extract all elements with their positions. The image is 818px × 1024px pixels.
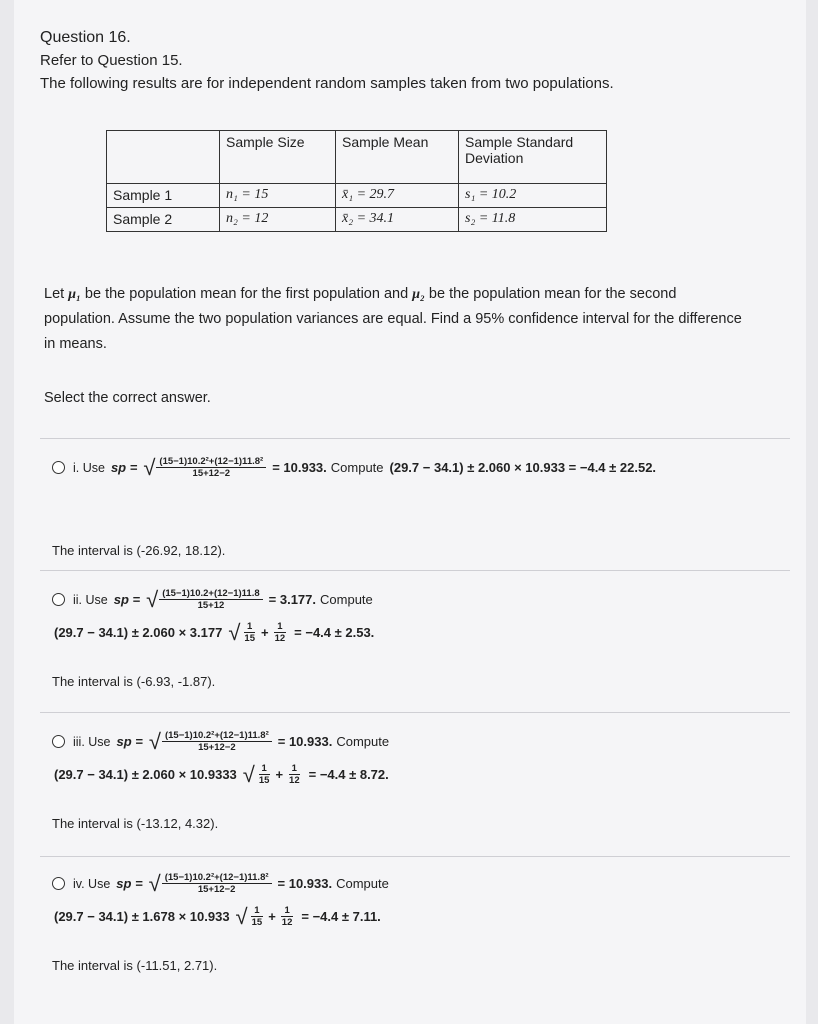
ci-expression-post: = −4.4 ± 7.11.: [301, 909, 381, 924]
sqrt-expression: [243, 763, 303, 786]
fraction: [162, 872, 272, 895]
radio-button-iv[interactable]: [52, 877, 65, 890]
sample-sd: s₂ = 11.8: [459, 208, 607, 232]
radio-button-ii[interactable]: [52, 593, 65, 606]
question-description: [44, 282, 744, 357]
radio-button-iii[interactable]: [52, 735, 65, 748]
frac-numerator: 1: [274, 621, 285, 633]
sp-result: = 10.933.: [277, 876, 333, 891]
question-intro: The following results are for independent random samples taken from two populations.: [40, 75, 614, 92]
mu2-symbol: μ₂: [412, 287, 425, 302]
fraction: [156, 456, 266, 479]
select-instruction: Select the correct answer.: [44, 390, 211, 406]
sqrt-expression: [236, 905, 296, 928]
sp-result: = 10.933.: [272, 460, 327, 475]
table-header-row: [107, 131, 607, 184]
divider: [40, 712, 790, 713]
sqrt-expression: [228, 621, 288, 644]
sqrt-icon: √: [228, 619, 241, 645]
frac-numerator: 1: [244, 621, 255, 633]
sp-symbol: sp =: [113, 592, 141, 607]
plus-sign: +: [260, 625, 269, 640]
frac-denominator: 15+12: [197, 600, 225, 611]
table-header-size: Sample Size: [220, 131, 336, 184]
desc-part1: be the population mean for the first population and: [84, 286, 409, 302]
frac-denominator: 12: [281, 917, 293, 928]
compute-label: Compute: [336, 734, 390, 749]
frac-numerator: 1: [259, 763, 270, 775]
ci-expression-pre: (29.7 − 34.1) ± 2.060 × 10.9333: [54, 767, 237, 782]
ci-expression-post: = −4.4 ± 2.53.: [294, 625, 375, 640]
frac-denominator: 15+12−2: [197, 884, 236, 895]
sample-mean: x̄₂ = 34.1: [336, 208, 459, 232]
option-label: iv. Use: [73, 876, 111, 891]
frac-numerator: 1: [251, 905, 262, 917]
question-page: [14, 0, 806, 1024]
sqrt-expression: [146, 588, 263, 611]
table-row: [107, 208, 607, 232]
fraction: [159, 588, 262, 611]
compute-label: Compute: [336, 876, 389, 891]
compute-label: Compute: [330, 460, 384, 475]
frac-numerator: (15−1)10.2²+(12−1)11.8²: [162, 730, 272, 742]
desc-let: Let: [44, 286, 65, 302]
table-row: [107, 184, 607, 208]
interval-text: The interval is (-11.51, 2.71).: [52, 958, 218, 973]
frac-denominator: 15+12−2: [192, 468, 231, 479]
sp-result: = 10.933.: [277, 734, 333, 749]
question-title: Question 16.: [40, 29, 131, 46]
fraction: [272, 621, 289, 644]
question-header: [40, 26, 614, 95]
answer-option-i[interactable]: [52, 456, 782, 558]
sample-size: n₁ = 15: [220, 184, 336, 208]
ci-expression-post: = −4.4 ± 8.72.: [308, 767, 389, 782]
frac-denominator: 12: [289, 775, 300, 786]
sqrt-icon: √: [235, 903, 248, 929]
sp-symbol: sp =: [116, 734, 143, 749]
desc-part2: be the population mean for the second population. Assume the two population variances are equal. Find a 95% confidence interval for the difference in means.: [44, 286, 742, 352]
ci-expression-pre: (29.7 − 34.1) ± 1.678 × 10.933: [54, 909, 230, 924]
question-reference: Refer to Question 15.: [40, 52, 183, 69]
frac-numerator: (15−1)10.2+(12−1)11.8: [159, 588, 262, 600]
divider: [40, 570, 790, 571]
compute-label: Compute: [320, 592, 373, 607]
divider: [40, 856, 790, 857]
frac-numerator: (15−1)10.2²+(12−1)11.8²: [162, 872, 272, 884]
answer-option-ii[interactable]: [52, 588, 782, 689]
radio-button-i[interactable]: [52, 461, 65, 474]
option-label: i. Use: [73, 460, 105, 475]
plus-sign: +: [268, 909, 276, 924]
answer-option-iii[interactable]: [52, 730, 782, 831]
frac-denominator: 15+12−2: [198, 742, 236, 753]
sqrt-icon: √: [242, 761, 255, 787]
divider: [40, 438, 790, 439]
mu1-symbol: μ₁: [68, 287, 81, 302]
fraction: [241, 621, 258, 644]
row-label: Sample 1: [107, 184, 220, 208]
samples-table: [106, 130, 607, 232]
sqrt-icon: √: [146, 586, 159, 612]
sp-result: = 3.177.: [268, 592, 317, 607]
frac-denominator: 12: [274, 633, 286, 644]
frac-denominator: 15: [251, 917, 263, 928]
interval-text: The interval is (-6.93, -1.87).: [52, 674, 216, 689]
row-label: Sample 2: [107, 208, 220, 232]
sqrt-expression: [149, 872, 272, 895]
plus-sign: +: [275, 767, 284, 782]
fraction: [162, 730, 272, 753]
sqrt-expression: [149, 730, 272, 753]
table-header-mean: Sample Mean: [336, 131, 459, 184]
ci-expression-pre: (29.7 − 34.1) ± 2.060 × 3.177: [54, 625, 223, 640]
interval-text: The interval is (-13.12, 4.32).: [52, 816, 219, 831]
sqrt-expression: [143, 456, 266, 479]
frac-numerator: (15−1)10.2²+(12−1)11.8²: [156, 456, 266, 468]
sqrt-icon: √: [148, 728, 161, 754]
sqrt-icon: √: [143, 454, 156, 480]
frac-numerator: 1: [281, 905, 292, 917]
fraction: [249, 905, 266, 928]
option-label: ii. Use: [73, 592, 108, 607]
frac-denominator: 15: [258, 775, 270, 786]
frac-numerator: 1: [289, 763, 300, 775]
fraction: [256, 763, 273, 786]
frac-denominator: 15: [244, 633, 255, 644]
sp-symbol: sp =: [116, 876, 143, 891]
fraction: [279, 905, 296, 928]
sp-symbol: sp =: [110, 460, 138, 475]
option-label: iii. Use: [73, 734, 111, 749]
answer-option-iv[interactable]: [52, 872, 782, 973]
table-header-sd: Sample Standard Deviation: [459, 131, 607, 184]
fraction: [286, 763, 303, 786]
sample-size: n₂ = 12: [220, 208, 336, 232]
sqrt-icon: √: [148, 870, 161, 896]
table-header-empty: [107, 131, 220, 184]
sample-mean: x̄₁ = 29.7: [336, 184, 459, 208]
interval-text: The interval is (-26.92, 18.12).: [52, 543, 226, 558]
sample-sd: s₁ = 10.2: [459, 184, 607, 208]
ci-expression: (29.7 − 34.1) ± 2.060 × 10.933 = −4.4 ± 22.52.: [389, 460, 657, 475]
